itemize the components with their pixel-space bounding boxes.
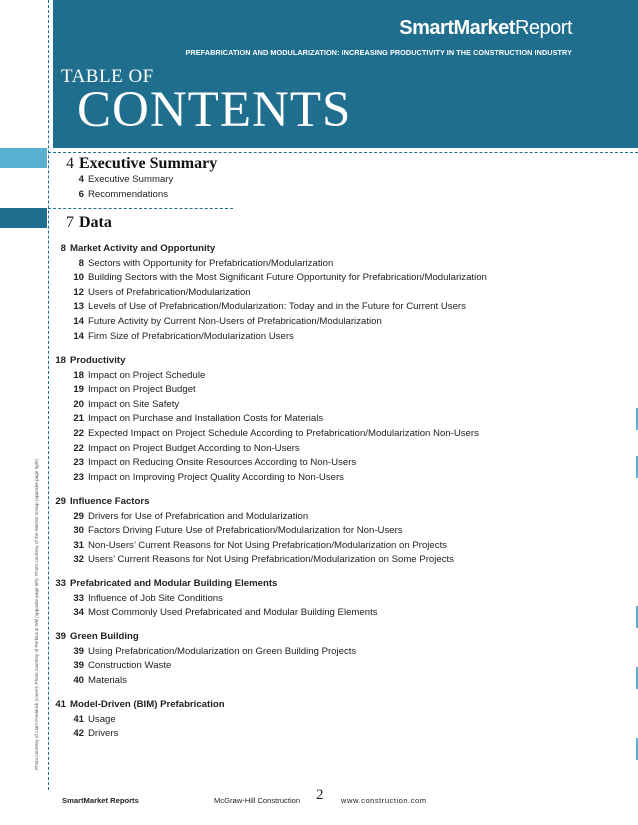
section-executive-summary[interactable] xyxy=(66,155,217,173)
toc-entry-text: Usage xyxy=(88,713,116,725)
toc-entry[interactable] xyxy=(70,258,333,269)
toc-entry-text: Influence of Job Site Conditions xyxy=(88,592,223,604)
toc-page-number: 40 xyxy=(73,674,84,686)
section-title: Data xyxy=(79,214,112,231)
toc-group-heading[interactable] xyxy=(52,243,215,254)
section-title: Executive Summary xyxy=(79,155,218,172)
toc-entry-text: Factors Driving Future Use of Prefabrication/Modularization for Non-Users xyxy=(88,525,403,537)
toc-entry[interactable] xyxy=(70,675,127,686)
toc-page-number: 22 xyxy=(73,427,84,439)
toc-entry-text: Impact on Reducing Onsite Resources According to Non-Users xyxy=(88,457,357,469)
toc-group-heading[interactable] xyxy=(52,496,149,507)
section-tab-marker xyxy=(0,148,47,168)
horizontal-dashed-divider xyxy=(48,208,233,209)
toc-entry-text: Impact on Improving Project Quality According to Non-Users xyxy=(88,471,344,483)
toc-entry-text: Future Activity by Current Non-Users of Prefabrication/Modularization xyxy=(88,315,382,327)
page-number: 2 xyxy=(316,787,324,803)
toc-page-number: 29 xyxy=(73,510,84,522)
toc-entry-text: Green Building xyxy=(70,631,139,642)
toc-entry[interactable] xyxy=(70,472,344,483)
toc-entry[interactable] xyxy=(70,384,196,395)
toc-entry-text: Impact on Project Schedule xyxy=(88,369,206,381)
toc-entry[interactable] xyxy=(70,443,300,454)
toc-page-number: 23 xyxy=(73,457,84,469)
toc-entry[interactable] xyxy=(70,646,356,657)
toc-heading-large: CONTENTS xyxy=(77,82,352,138)
toc-entry[interactable] xyxy=(70,554,454,565)
toc-entry[interactable] xyxy=(70,287,251,298)
toc-page-number: 32 xyxy=(73,554,84,566)
toc-page-number: 13 xyxy=(73,301,84,313)
toc-group-heading[interactable] xyxy=(52,578,277,589)
toc-page-number: 33 xyxy=(73,592,84,604)
toc-entry[interactable] xyxy=(70,413,323,424)
toc-page-number: 23 xyxy=(73,471,84,483)
footer-series: SmartMarket Reports xyxy=(62,796,139,805)
toc-page-number: 4 xyxy=(78,174,84,185)
brand-logo: SmartMarketReport xyxy=(399,17,572,39)
toc-page-number: 39 xyxy=(73,660,84,672)
toc-entry[interactable] xyxy=(70,399,179,410)
toc-entry[interactable] xyxy=(70,728,118,739)
toc-page-number: 12 xyxy=(73,286,84,298)
toc-entry[interactable] xyxy=(70,714,116,725)
toc-entry-text: Influence Factors xyxy=(70,496,150,507)
toc-group-heading[interactable] xyxy=(52,631,139,642)
toc-entry[interactable] xyxy=(70,525,403,536)
toc-group-heading[interactable] xyxy=(52,355,125,366)
toc-page-number: 34 xyxy=(73,607,84,619)
toc-page-number: 14 xyxy=(73,330,84,342)
toc-entry[interactable] xyxy=(70,607,378,618)
toc-entry[interactable] xyxy=(70,331,294,342)
toc-page-number: 39 xyxy=(73,645,84,657)
toc-entry-text: Productivity xyxy=(70,355,126,366)
toc-group-heading[interactable] xyxy=(52,699,225,710)
section-tab-marker xyxy=(0,208,47,228)
footer-url[interactable]: www.construction.com xyxy=(341,796,427,805)
footer-publisher: McGraw-Hill Construction xyxy=(214,796,301,805)
toc-entry-text: Firm Size of Prefabrication/Modularization Users xyxy=(88,330,294,342)
toc-entry-text: Building Sectors with the Most Significant Future Opportunity for Prefabrication/Modularization xyxy=(88,272,487,284)
toc-entry[interactable] xyxy=(70,174,173,185)
toc-entry[interactable] xyxy=(70,301,466,312)
toc-entry-text: Users of Prefabrication/Modularization xyxy=(88,286,251,298)
toc-heading-small: TABLE OF xyxy=(61,66,154,87)
toc-entry-text: Recommendations xyxy=(88,189,168,200)
toc-entry-text: Construction Waste xyxy=(88,660,172,672)
toc-entry-text: Expected Impact on Project Schedule According to Prefabrication/Modularization Non-Users xyxy=(88,427,479,439)
section-data[interactable] xyxy=(66,214,112,232)
toc-entry-text: Impact on Purchase and Installation Costs for Materials xyxy=(88,413,324,425)
toc-entry-text: Most Commonly Used Prefabricated and Modular Building Elements xyxy=(88,607,378,619)
toc-entry-text: Prefabricated and Modular Building Elements xyxy=(70,578,278,589)
toc-page-number: 6 xyxy=(78,189,84,200)
toc-page-number: 29 xyxy=(55,496,66,507)
section-page-number: 7 xyxy=(66,214,74,231)
toc-page-number: 39 xyxy=(55,631,66,642)
toc-entry-text: Impact on Project Budget According to Non-Users xyxy=(88,442,300,454)
toc-entry[interactable] xyxy=(70,593,223,604)
toc-entry[interactable] xyxy=(70,189,168,200)
toc-entry-text: Levels of Use of Prefabrication/Modularization: Today and in the Future for Current Users xyxy=(88,301,466,313)
vertical-dashed-divider xyxy=(48,0,49,790)
toc-page-number: 18 xyxy=(73,369,84,381)
toc-entry-text: Sectors with Opportunity for Prefabrication/Modularization xyxy=(88,257,334,269)
toc-page-number: 10 xyxy=(73,272,84,284)
toc-page-number: 31 xyxy=(73,539,84,551)
toc-page-number: 30 xyxy=(73,525,84,537)
header-banner xyxy=(53,0,638,148)
photo-credit: Photo courtesy of Liam Frederick (cover); Photo courtesy of Perkins & Will (opposite page left); Photo courtesy of the Warrior Group (opposite page right) xyxy=(34,458,39,770)
toc-page-number: 41 xyxy=(73,713,84,725)
toc-page-number: 22 xyxy=(73,442,84,454)
toc-page-number: 19 xyxy=(73,384,84,396)
toc-page-number: 8 xyxy=(60,243,66,254)
toc-page-number: 42 xyxy=(73,728,84,740)
toc-page-number: 21 xyxy=(73,413,84,425)
toc-entry-text: Impact on Project Budget xyxy=(88,384,196,396)
toc-entry[interactable] xyxy=(70,511,308,522)
toc-entry-text: Executive Summary xyxy=(88,174,174,185)
toc-entry[interactable] xyxy=(70,540,447,551)
toc-page-number: 20 xyxy=(73,398,84,410)
toc-entry-text: Materials xyxy=(88,674,127,686)
toc-entry[interactable] xyxy=(70,457,356,468)
toc-entry-text: Non-Users’ Current Reasons for Not Using Prefabrication/Modularization on Projects xyxy=(88,539,448,551)
toc-page-number: 33 xyxy=(55,578,66,589)
toc-entry-text: Users’ Current Reasons for Not Using Prefabrication/Modularization on Some Projects xyxy=(88,554,454,566)
toc-page-number: 18 xyxy=(55,355,66,366)
horizontal-dashed-divider xyxy=(48,152,638,153)
toc-entry-text: Drivers for Use of Prefabrication and Modularization xyxy=(88,510,309,522)
toc-entry-text: Model-Driven (BIM) Prefabrication xyxy=(70,699,225,710)
toc-entry[interactable] xyxy=(70,370,205,381)
toc-entry[interactable] xyxy=(70,660,171,671)
toc-entry-text: Impact on Site Safety xyxy=(88,398,180,410)
report-subtitle: PREFABRICATION AND MODULARIZATION: INCREASING PRODUCTIVITY IN THE CONSTRUCTION INDUSTRY xyxy=(185,48,572,57)
toc-entry[interactable] xyxy=(70,428,479,439)
toc-entry[interactable] xyxy=(70,272,487,283)
section-page-number: 4 xyxy=(66,155,74,172)
toc-entry-text: Market Activity and Opportunity xyxy=(70,243,216,254)
toc-page-number: 8 xyxy=(78,257,84,269)
toc-entry-text: Drivers xyxy=(88,728,119,740)
toc-page-number: 41 xyxy=(55,699,66,710)
toc-entry[interactable] xyxy=(70,316,382,327)
toc-entry-text: Using Prefabrication/Modularization on Green Building Projects xyxy=(88,645,357,657)
toc-page-number: 14 xyxy=(73,315,84,327)
